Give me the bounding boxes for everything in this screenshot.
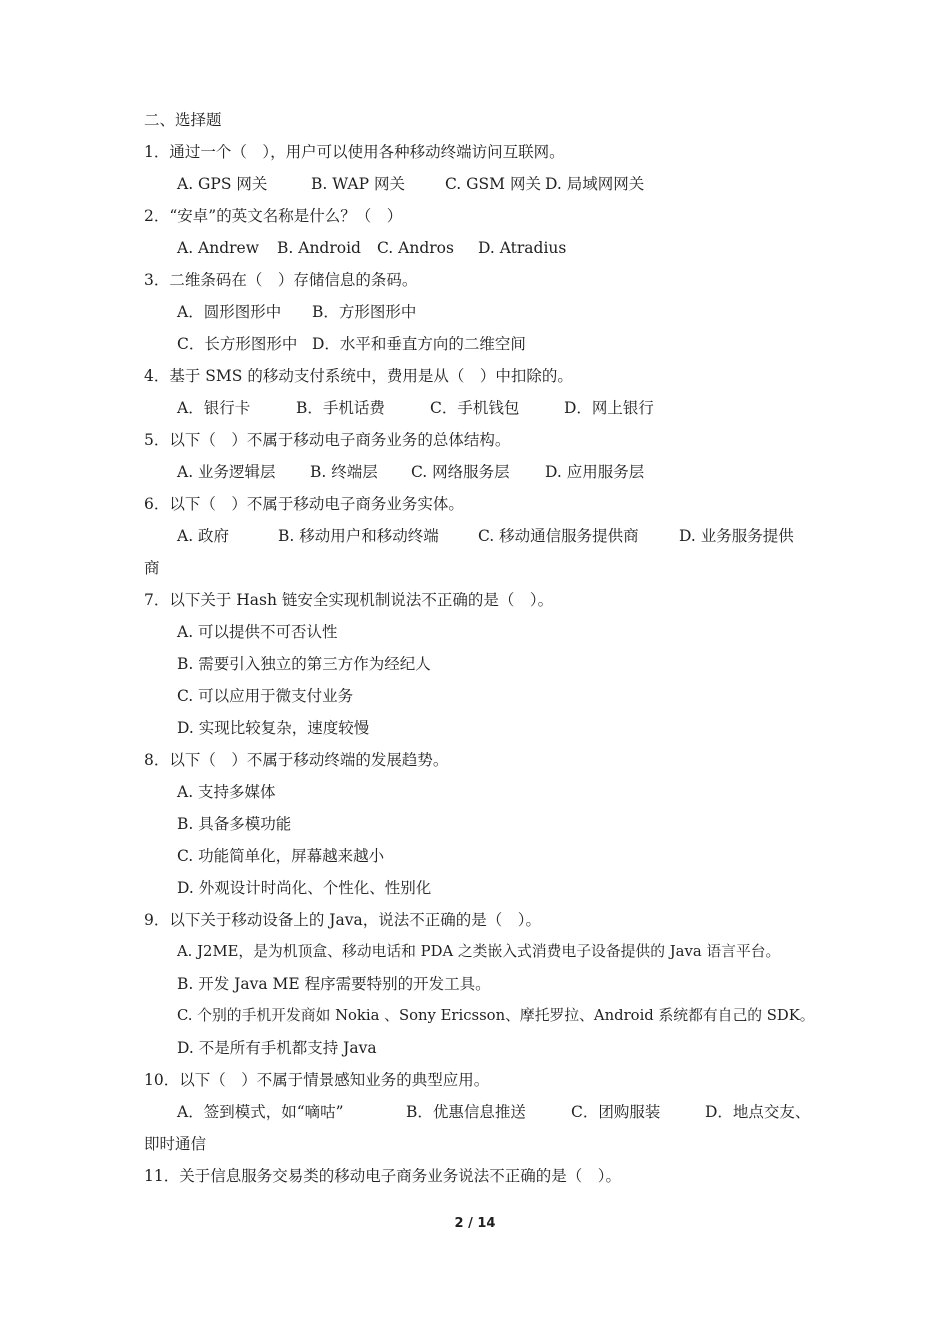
option-b: B. 终端层: [310, 463, 378, 481]
question-4: 4．基于 SMS 的移动支付系统中，费用是从（ ）中扣除的。: [144, 367, 573, 385]
option-a: A．圆形图形中: [177, 303, 282, 321]
question-3-options-row-1: [144, 296, 824, 328]
option-b: B. 需要引入独立的第三方作为经纪人: [177, 655, 431, 673]
option-d: D. 应用服务层: [545, 463, 645, 481]
question-9: 9．以下关于移动设备上的 Java，说法不正确的是（ ）。: [144, 911, 541, 929]
option-a: A. 支持多媒体: [177, 783, 276, 801]
option-a: A．签到模式，如“嘀咕”: [177, 1103, 344, 1121]
option-a: A．银行卡: [177, 399, 251, 417]
option-d: D. 实现比较复杂，速度较慢: [177, 719, 370, 737]
question-list: [144, 104, 824, 1192]
option-c: C. 功能简单化，屏幕越来越小: [177, 847, 385, 865]
question-6-options: [144, 520, 824, 552]
option-b: B. 移动用户和移动终端: [278, 527, 439, 545]
option-a: A. 可以提供不可否认性: [177, 623, 338, 641]
question-3: 3．二维条码在（ ）存储信息的条码。: [144, 271, 418, 289]
question-2-options: [144, 232, 824, 264]
option-d: D. 局域网网关: [545, 175, 645, 193]
section-title: 二、选择题: [144, 111, 222, 129]
option-c: C. 个别的手机开发商如 Nokia 、Sony Ericsson、摩托罗拉、Android 系统都有自己的 SDK。: [177, 1007, 815, 1024]
option-d: D．地点交友、: [705, 1103, 811, 1121]
question-1-options: [144, 168, 824, 200]
option-c: C. 移动通信服务提供商: [478, 527, 639, 545]
question-5: 5．以下（ ）不属于移动电子商务业务的总体结构。: [144, 431, 511, 449]
page-number: 2 / 14: [454, 1216, 496, 1231]
option-b: B. 具备多模功能: [177, 815, 292, 833]
option-d: D．水平和垂直方向的二维空间: [312, 335, 526, 353]
option-b: B．方形图形中: [312, 303, 417, 321]
option-b: B．优惠信息推送: [406, 1103, 526, 1121]
option-d: D. 外观设计时尚化、个性化、性别化: [177, 879, 432, 897]
option-a: A. J2ME，是为机顶盒、移动电话和 PDA 之类嵌入式消费电子设备提供的 Java 语言平台。: [177, 943, 781, 960]
option-b: B. WAP 网关: [311, 175, 405, 193]
option-b: B. Android: [277, 239, 361, 257]
option-c: C．团购服装: [571, 1103, 661, 1121]
option-c: C. Andros: [377, 239, 454, 257]
question-10: 10．以下（ ）不属于情景感知业务的典型应用。: [144, 1071, 490, 1089]
option-c: C. 可以应用于微支付业务: [177, 687, 354, 705]
question-10-wrap: 即时通信: [144, 1135, 207, 1153]
option-a: A. GPS 网关: [177, 175, 268, 193]
option-c: C. GSM 网关: [445, 175, 541, 193]
question-6-wrap: 商: [144, 559, 160, 577]
question-8: 8．以下（ ）不属于移动终端的发展趋势。: [144, 751, 449, 769]
question-4-options: [144, 392, 824, 424]
question-10-options: [144, 1096, 824, 1128]
option-b: B. 开发 Java ME 程序需要特别的开发工具。: [177, 975, 491, 993]
question-1: 1．通过一个（ ），用户可以使用各种移动终端访问互联网。: [144, 143, 565, 161]
option-d: D．网上银行: [564, 399, 654, 417]
option-d: D. Atradius: [478, 239, 567, 257]
option-d: D. 业务服务提供: [679, 527, 794, 545]
question-6: 6．以下（ ）不属于移动电子商务业务实体。: [144, 495, 464, 513]
question-3-options-row-2: [144, 328, 824, 360]
question-2: 2．“安卓”的英文名称是什么？（ ）: [144, 207, 403, 225]
question-5-options: [144, 456, 824, 488]
option-c: C. 网络服务层: [411, 463, 510, 481]
option-b: B．手机话费: [296, 399, 385, 417]
option-d: D. 不是所有手机都支持 Java: [177, 1039, 377, 1057]
question-7: 7．以下关于 Hash 链安全实现机制说法不正确的是（ ）。: [144, 591, 554, 609]
option-a: A. 政府: [177, 527, 230, 545]
option-a: A. 业务逻辑层: [177, 463, 276, 481]
option-c: C．手机钱包: [430, 399, 520, 417]
option-c: C．长方形图形中: [177, 335, 298, 353]
question-11: 11．关于信息服务交易类的移动电子商务业务说法不正确的是（ ）。: [144, 1167, 621, 1185]
option-a: A. Andrew: [177, 239, 259, 257]
